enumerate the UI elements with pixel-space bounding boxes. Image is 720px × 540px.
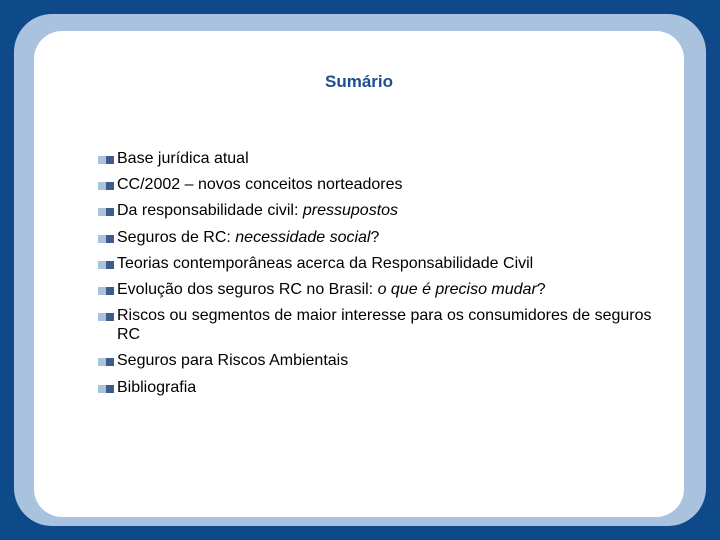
item-text: Seguros de RC:: [117, 228, 236, 246]
list-item: [98, 149, 658, 168]
agenda-list: [98, 149, 658, 404]
bullet-icon: [98, 260, 115, 269]
bullet-icon: [98, 384, 115, 393]
bullet-icon: [98, 357, 115, 366]
bullet-icon: [98, 155, 115, 164]
item-text: Bibliografia: [117, 378, 197, 396]
slide-content: [34, 31, 684, 517]
list-item: [98, 254, 658, 273]
list-item: [98, 306, 658, 344]
list-item: [98, 228, 658, 247]
item-emphasis: necessidade social: [235, 228, 371, 246]
item-emphasis: o que é preciso mudar: [377, 280, 537, 298]
item-text: Teorias contemporâneas acerca da Responsabilidade Civil: [117, 254, 534, 272]
item-text: Riscos ou segmentos de maior interesse para os consumidores de seguros RC: [117, 307, 652, 344]
list-item: [98, 280, 658, 299]
list-item: [98, 378, 658, 397]
item-text: Seguros para Riscos Ambientais: [117, 352, 349, 370]
bullet-icon: [98, 181, 115, 190]
item-text: Base jurídica atual: [117, 150, 249, 167]
slide-title: Sumário: [324, 72, 394, 91]
bullet-icon: [98, 312, 115, 321]
item-suffix: ?: [370, 228, 380, 246]
list-item: [98, 201, 658, 220]
item-text: CC/2002 – novos conceitos norteadores: [117, 176, 403, 194]
item-text: Evolução dos seguros RC no Brasil:: [117, 280, 378, 298]
item-suffix: ?: [536, 280, 546, 298]
bullet-icon: [98, 286, 115, 295]
item-emphasis: pressupostos: [302, 202, 399, 220]
list-item: [98, 175, 658, 194]
item-text: Da responsabilidade civil:: [117, 202, 303, 220]
list-item: [98, 351, 658, 370]
bullet-icon: [98, 207, 115, 216]
bullet-icon: [98, 234, 115, 243]
